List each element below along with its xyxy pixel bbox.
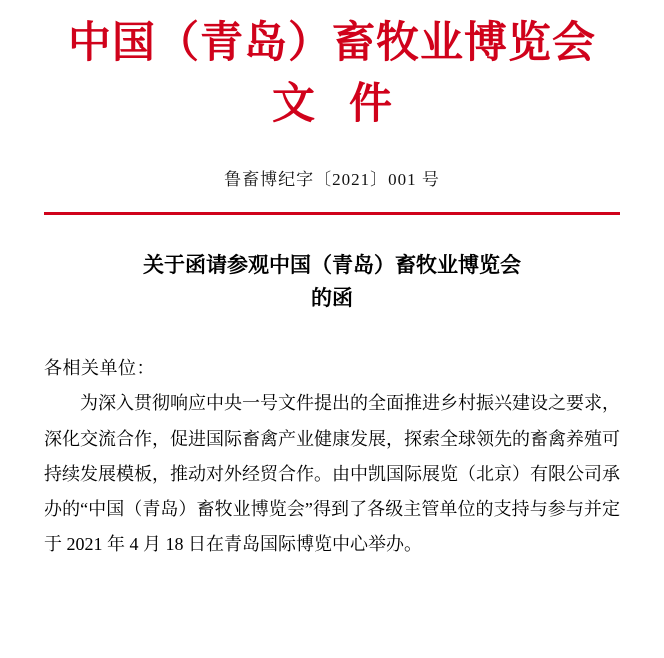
document-paragraph-1: 为深入贯彻响应中央一号文件提出的全面推进乡村振兴建设之要求，深化交流合作，促进国际畜禽产业健康发展，探索全球领先的畜禽养殖可持续发展模板，推动对外经贸合作。由中凯国际展览（北京）有限公司承办的“中国（青岛）畜牧业博览会”得到了各级主管单位的支持与参与并定于 2021 年 4 月 18 日在青岛国际博览中心举办。 — [44, 393, 620, 554]
document-title-line1: 中国（青岛）畜牧业博览会 — [68, 20, 596, 67]
red-divider-rule — [44, 212, 620, 215]
document-subject-line2: 的函 — [311, 285, 353, 310]
document-title-line2: 文件 — [272, 80, 426, 128]
document-body — [44, 386, 620, 561]
document-salutation: 各相关单位： — [44, 358, 155, 379]
document-number: 鲁畜博纪字〔2021〕001 号 — [224, 170, 440, 190]
document-subject — [44, 249, 620, 314]
document-subject-line1: 关于函请参观中国（青岛）畜牧业博览会 — [143, 253, 521, 278]
document-header — [44, 0, 620, 190]
